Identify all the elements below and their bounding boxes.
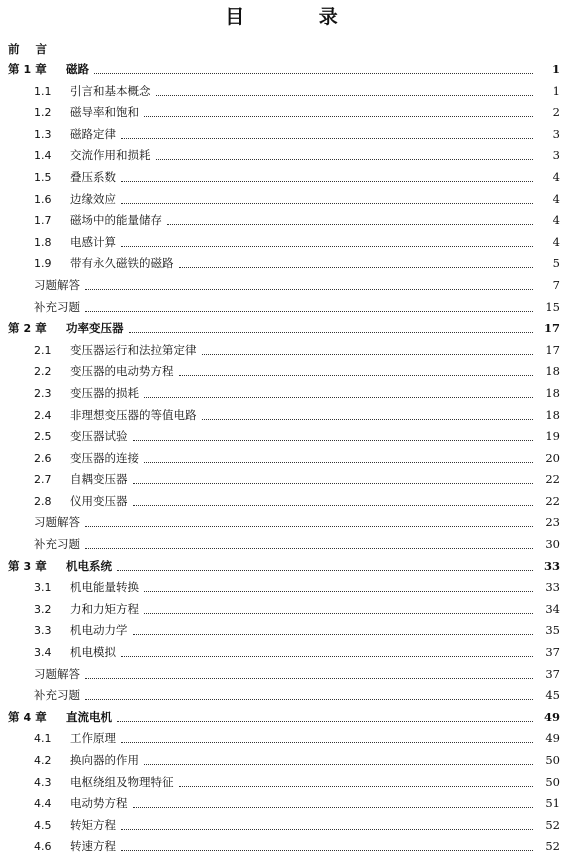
toc-entry-heading xyxy=(34,685,80,707)
page-number: 50 xyxy=(545,774,560,789)
dot-leader xyxy=(179,267,533,268)
section-title: 电感计算 xyxy=(70,234,116,249)
chapter-prefix: 第 xyxy=(8,321,20,336)
section-title: 自耦变压器 xyxy=(70,472,128,487)
section-title: 工作原理 xyxy=(70,731,116,746)
toc-entry-section xyxy=(0,189,567,211)
section-title: 变压器运行和法拉第定律 xyxy=(70,342,197,357)
section-number: 4.4 xyxy=(34,797,52,811)
toc-entry-section xyxy=(0,383,567,405)
page-number: 19 xyxy=(545,429,560,444)
dot-leader xyxy=(117,570,533,571)
toc-entry-heading xyxy=(8,556,112,578)
toc-entry-section xyxy=(0,599,567,621)
section-number: 1.8 xyxy=(34,235,52,249)
page-number: 22 xyxy=(545,493,560,508)
section-number: 1.3 xyxy=(34,127,52,141)
section-title: 转速方程 xyxy=(70,839,116,854)
dot-leader xyxy=(179,786,533,787)
dot-leader xyxy=(133,505,533,506)
dot-leader xyxy=(85,678,533,679)
extra-title: 习题解答 xyxy=(34,666,80,681)
toc-entry-heading xyxy=(34,426,128,448)
section-number: 1.7 xyxy=(34,214,52,228)
toc-entry-heading xyxy=(34,469,128,491)
section-title: 变压器试验 xyxy=(70,429,128,444)
chapter-suffix: 章 xyxy=(35,709,47,724)
page-number: 4 xyxy=(552,213,560,228)
section-number: 3.2 xyxy=(34,602,52,616)
section-number: 1.5 xyxy=(34,170,52,184)
dot-leader xyxy=(144,462,533,463)
chapter-prefix: 第 xyxy=(8,558,20,573)
chapter-title: 磁路 xyxy=(66,62,89,76)
dot-leader xyxy=(144,764,533,765)
toc-entry-heading xyxy=(34,405,197,427)
section-title: 引言和基本概念 xyxy=(70,83,151,98)
toc-entry-heading xyxy=(34,253,174,275)
dot-leader xyxy=(144,397,533,398)
toc-entry-heading xyxy=(34,620,128,642)
section-title: 变压器的连接 xyxy=(70,450,139,465)
toc-entry-heading xyxy=(34,577,139,599)
page-number: 18 xyxy=(545,364,560,379)
extra-title: 习题解答 xyxy=(34,277,80,292)
section-number: 1.4 xyxy=(34,149,52,163)
page-number: 17 xyxy=(545,342,560,357)
toc-entry-heading xyxy=(34,275,80,297)
toc-entry-section xyxy=(0,405,567,427)
toc-entry-chapter xyxy=(0,707,567,729)
dot-leader xyxy=(156,159,533,160)
toc-entry-section xyxy=(0,253,567,275)
toc-entry-section xyxy=(0,81,567,103)
section-title: 仪用变压器 xyxy=(70,493,128,508)
dot-leader xyxy=(121,656,533,657)
toc-entry-heading xyxy=(34,340,197,362)
toc-entry-preface: 前 言 xyxy=(8,42,54,56)
section-number: 1.6 xyxy=(34,192,52,206)
section-number: 2.1 xyxy=(34,343,52,357)
chapter-prefix: 第 xyxy=(8,62,20,76)
toc-entry-section xyxy=(0,815,567,837)
dot-leader xyxy=(121,203,533,204)
section-title: 电枢绕组及物理特征 xyxy=(70,774,174,789)
dot-leader xyxy=(167,224,533,225)
toc-entry-section xyxy=(0,167,567,189)
chapter-label xyxy=(8,707,66,729)
section-title: 机电能量转换 xyxy=(70,580,139,595)
chapter-number: 3 xyxy=(23,559,32,573)
page-number: 4 xyxy=(552,191,560,206)
toc-entry-heading xyxy=(34,124,116,146)
extra-title: 补充习题 xyxy=(34,537,80,552)
toc-entry-extra xyxy=(0,512,567,534)
dot-leader xyxy=(156,95,533,96)
toc-entry-heading xyxy=(8,59,89,81)
toc-entry-section xyxy=(0,124,567,146)
section-number: 4.6 xyxy=(34,840,52,854)
section-title: 非理想变压器的等值电路 xyxy=(70,407,197,422)
section-title: 变压器的损耗 xyxy=(70,385,139,400)
dot-leader xyxy=(121,181,533,182)
page-number: 33 xyxy=(545,580,560,595)
chapter-title: 机电系统 xyxy=(66,558,112,573)
extra-title: 习题解答 xyxy=(34,515,80,530)
dot-leader xyxy=(179,375,533,376)
toc-entry-section xyxy=(0,491,567,513)
dot-leader xyxy=(133,440,533,441)
toc-entry-heading xyxy=(34,642,116,664)
dot-leader xyxy=(129,332,533,333)
dot-leader xyxy=(202,354,533,355)
section-title: 边缘效应 xyxy=(70,191,116,206)
dot-leader xyxy=(121,742,533,743)
toc-entry-heading xyxy=(34,361,174,383)
page-number: 18 xyxy=(545,407,560,422)
toc-entry-heading xyxy=(34,664,80,686)
page-number: 15 xyxy=(545,299,560,314)
page-number: 18 xyxy=(545,385,560,400)
dot-leader xyxy=(133,807,533,808)
page-number: 5 xyxy=(552,256,560,271)
toc-entry-extra xyxy=(0,685,567,707)
toc-entry-heading xyxy=(8,707,112,729)
toc-entry-heading xyxy=(34,750,139,772)
section-title: 变压器的电动势方程 xyxy=(70,364,174,379)
page-number: 50 xyxy=(545,753,560,767)
dot-leader xyxy=(117,721,533,722)
section-title: 磁路定律 xyxy=(70,126,116,141)
dot-leader xyxy=(85,311,533,312)
dot-leader xyxy=(121,850,533,851)
toc-entry-heading xyxy=(34,815,116,837)
chapter-prefix: 第 xyxy=(8,709,20,724)
chapter-number: 2 xyxy=(23,322,32,336)
toc-entry-heading xyxy=(34,491,128,513)
chapter-label xyxy=(8,318,66,340)
section-number: 3.4 xyxy=(34,646,52,660)
page-number: 22 xyxy=(545,472,560,487)
chapter-label xyxy=(8,59,66,81)
dot-leader xyxy=(85,699,533,700)
section-number: 2.3 xyxy=(34,386,52,400)
toc-entry-chapter xyxy=(0,318,567,340)
chapter-suffix: 章 xyxy=(35,558,47,573)
page-number: 45 xyxy=(545,688,560,703)
toc-entry-section xyxy=(0,728,567,750)
toc-entry-section xyxy=(0,448,567,470)
page-number: 4 xyxy=(552,169,560,184)
toc-entry-heading xyxy=(34,145,151,167)
toc-entry-heading xyxy=(34,772,174,794)
toc-entry-section xyxy=(0,145,567,167)
section-number: 3.3 xyxy=(34,624,52,638)
section-title: 交流作用和损耗 xyxy=(70,148,151,163)
toc-entry-heading xyxy=(34,189,116,211)
section-number: 1.2 xyxy=(34,106,52,120)
section-number: 4.3 xyxy=(34,775,52,789)
chapter-number: 4 xyxy=(23,710,32,724)
toc-entry-heading xyxy=(34,297,80,319)
toc-entry-section xyxy=(0,772,567,794)
page-number: 3 xyxy=(552,148,560,163)
toc-entry-heading xyxy=(34,102,139,124)
section-title: 力和力矩方程 xyxy=(70,601,139,616)
dot-leader xyxy=(202,419,533,420)
page-number: 30 xyxy=(545,537,560,552)
toc-entry-extra xyxy=(0,664,567,686)
toc-entry-heading xyxy=(34,534,80,556)
toc-entry-chapter xyxy=(0,556,567,578)
toc-entry-section xyxy=(0,102,567,124)
page-number: 51 xyxy=(545,796,560,811)
toc-entry-heading xyxy=(34,448,139,470)
section-number: 1.9 xyxy=(34,257,52,271)
toc-entry-heading xyxy=(34,81,151,103)
dot-leader xyxy=(133,634,533,635)
page-number: 23 xyxy=(545,515,560,530)
toc-entry-section xyxy=(0,340,567,362)
toc-entry-heading xyxy=(34,793,128,815)
toc-entry-section xyxy=(0,210,567,232)
section-title: 磁导率和饱和 xyxy=(70,105,139,120)
toc-entry-heading xyxy=(34,383,139,405)
page-number: 2 xyxy=(552,105,560,120)
toc-entry-section xyxy=(0,793,567,815)
section-number: 4.1 xyxy=(34,732,52,746)
page-number: 49 xyxy=(543,709,560,724)
section-title: 换向器的作用 xyxy=(70,753,139,767)
section-title: 磁场中的能量储存 xyxy=(70,213,162,228)
chapter-suffix: 章 xyxy=(35,62,47,76)
toc-entry-section xyxy=(0,426,567,448)
page-number: 20 xyxy=(545,450,560,465)
section-number: 2.6 xyxy=(34,451,52,465)
section-number: 2.8 xyxy=(34,494,52,508)
extra-title: 补充习题 xyxy=(34,299,80,314)
toc-entry-extra xyxy=(0,297,567,319)
page-number: 4 xyxy=(552,234,560,249)
chapter-suffix: 章 xyxy=(35,321,47,336)
dot-leader xyxy=(85,526,533,527)
section-number: 1.1 xyxy=(34,84,52,98)
toc-entry-chapter xyxy=(0,59,567,81)
chapter-title: 直流电机 xyxy=(66,709,112,724)
table-of-contents xyxy=(0,59,567,858)
page-number: 33 xyxy=(543,558,560,573)
toc-entry-section xyxy=(0,577,567,599)
toc-entry-heading xyxy=(34,512,80,534)
dot-leader xyxy=(144,591,533,592)
toc-entry-heading xyxy=(34,836,116,858)
toc-entry-heading xyxy=(8,318,124,340)
page-number: 34 xyxy=(545,601,560,616)
toc-entry-section xyxy=(0,642,567,664)
section-number: 2.2 xyxy=(34,365,52,379)
chapter-number: 1 xyxy=(23,63,32,76)
chapter-title: 功率变压器 xyxy=(66,321,124,336)
section-number: 2.4 xyxy=(34,408,52,422)
section-number: 2.7 xyxy=(34,473,52,487)
page-number: 3 xyxy=(552,126,560,141)
toc-entry-section xyxy=(0,620,567,642)
section-title: 带有永久磁铁的磁路 xyxy=(70,256,174,271)
dot-leader xyxy=(144,116,533,117)
toc-entry-section xyxy=(0,232,567,254)
section-number: 4.5 xyxy=(34,818,52,832)
dot-leader xyxy=(121,829,533,830)
section-title: 机电动力学 xyxy=(70,623,128,638)
toc-entry-section xyxy=(0,836,567,858)
toc-entry-heading xyxy=(34,210,162,232)
chapter-label xyxy=(8,556,66,578)
section-title: 转矩方程 xyxy=(70,817,116,832)
dot-leader xyxy=(85,289,533,290)
page-number: 7 xyxy=(552,277,560,292)
toc-entry-section xyxy=(0,469,567,491)
page-number: 1 xyxy=(551,62,560,76)
section-title: 机电模拟 xyxy=(70,645,116,660)
toc-entry-heading xyxy=(34,599,139,621)
toc-entry-heading xyxy=(34,728,116,750)
page-number: 37 xyxy=(545,645,560,660)
page-number: 52 xyxy=(545,817,560,832)
page-number: 37 xyxy=(545,666,560,681)
toc-entry-section xyxy=(0,750,567,772)
section-number: 2.5 xyxy=(34,430,52,444)
toc-entry-heading xyxy=(34,167,116,189)
dot-leader xyxy=(121,138,533,139)
dot-leader xyxy=(121,246,533,247)
dot-leader xyxy=(133,483,533,484)
toc-entry-section xyxy=(0,361,567,383)
dot-leader xyxy=(85,548,533,549)
section-number: 4.2 xyxy=(34,754,52,767)
page-number: 52 xyxy=(545,839,560,854)
page-number: 1 xyxy=(552,83,560,98)
page-number: 49 xyxy=(545,731,560,746)
section-title: 叠压系数 xyxy=(70,169,116,184)
dot-leader xyxy=(94,73,533,74)
page-number: 17 xyxy=(543,321,560,336)
page-title: 目 录 xyxy=(225,6,372,28)
section-number: 3.1 xyxy=(34,581,52,595)
toc-entry-extra xyxy=(0,534,567,556)
toc-entry-extra xyxy=(0,275,567,297)
dot-leader xyxy=(144,613,533,614)
page-number: 35 xyxy=(545,623,560,638)
section-title: 电动势方程 xyxy=(70,796,128,811)
toc-entry-heading xyxy=(34,232,116,254)
extra-title: 补充习题 xyxy=(34,688,80,703)
